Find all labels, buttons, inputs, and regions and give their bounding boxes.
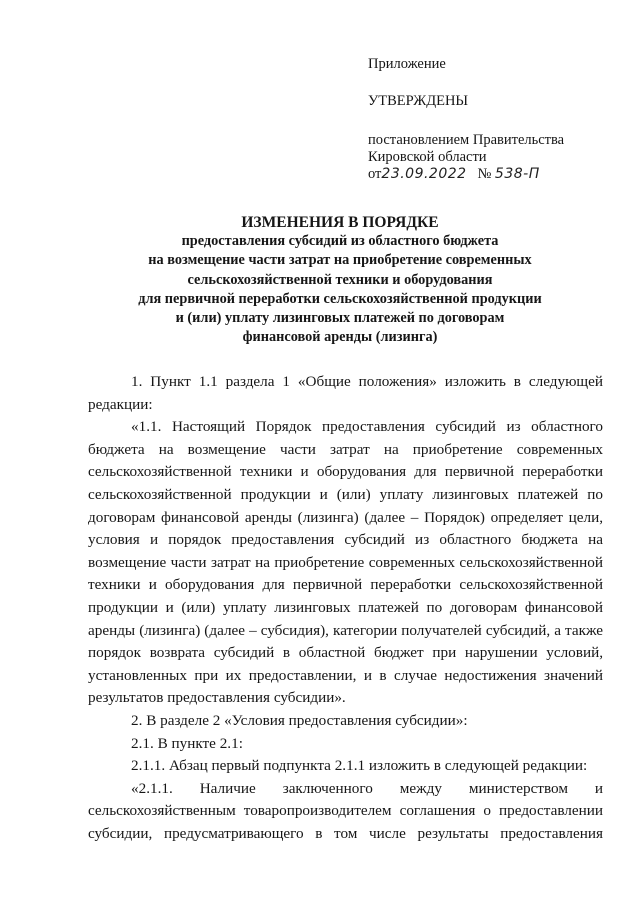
title-line: и (или) уплату лизинговых платежей по договорам bbox=[175, 310, 505, 327]
document-title bbox=[60, 213, 620, 347]
handwritten-number: 538-П bbox=[494, 166, 540, 182]
title-line: предоставления субсидий из областного бюджета bbox=[181, 233, 499, 250]
decree-line: постановлением Правительства bbox=[368, 132, 565, 148]
region-line: Кировской области bbox=[368, 149, 487, 165]
title-line: для первичной переработки сельскохозяйственной продукции bbox=[138, 290, 542, 307]
title-line: ИЗМЕНЕНИЯ В ПОРЯДКЕ bbox=[241, 214, 439, 231]
paragraph: 2.1.1. Абзац первый подпункта 2.1.1 изложить в следующей редакции: bbox=[131, 757, 588, 775]
title-line: сельскохозяйственной техники и оборудования bbox=[187, 271, 493, 288]
paragraph: «2.1.1. Наличие заключенного между министерством и сельскохозяйственным товаропроизводителем соглашения о предоставлении субсидии, предусматривающего в том числе результаты предоставления bbox=[88, 779, 603, 842]
title-line: финансовой аренды (лизинга) bbox=[242, 329, 438, 346]
paragraph: 2. В разделе 2 «Условия предоставления субсидии»: bbox=[131, 711, 468, 729]
number-label: № bbox=[477, 166, 492, 182]
paragraph: «1.1. Настоящий Порядок предоставления субсидий из областного бюджета на возмещение части затрат на приобретение современных сельскохозяйственной техники и оборудования для первичной переработки сельскохозяйственной продукции и (или) уплату лизинговых платежей по договорам финансовой аренды (лизинга) (далее – Порядок) определяет цели, условия и порядок предоставления субсидий из областного бюджета на возмещение части затрат на приобретение современных сельскохозяйственной техники и оборудования для первичной переработки сельскохозяйственной продукции и (или) уплату лизинговых платежей по договорам финансовой аренды (лизинга) (далее – субсидия), категории получателей субсидий, а также порядок возврата субсидий в областной бюджет при нарушении условий, установленных при их предоставлении, и в случае недостижения значений результатов предоставления субсидии». bbox=[88, 418, 603, 707]
paragraph: 2.1. В пункте 2.1: bbox=[131, 734, 243, 752]
approved-label: УТВЕРЖДЕНЫ bbox=[368, 93, 469, 109]
handwritten-date: 23.09.2022 bbox=[381, 166, 467, 182]
appendix-label: Приложение bbox=[368, 56, 446, 72]
date-number-line bbox=[368, 166, 618, 183]
from-label: от bbox=[368, 166, 382, 182]
document-body bbox=[88, 371, 603, 845]
paragraph: 1. Пункт 1.1 раздела 1 «Общие положения» изложить в следующей редакции: bbox=[88, 373, 603, 413]
approval-block bbox=[368, 56, 618, 183]
title-line: на возмещение части затрат на приобретение современных bbox=[148, 252, 532, 269]
